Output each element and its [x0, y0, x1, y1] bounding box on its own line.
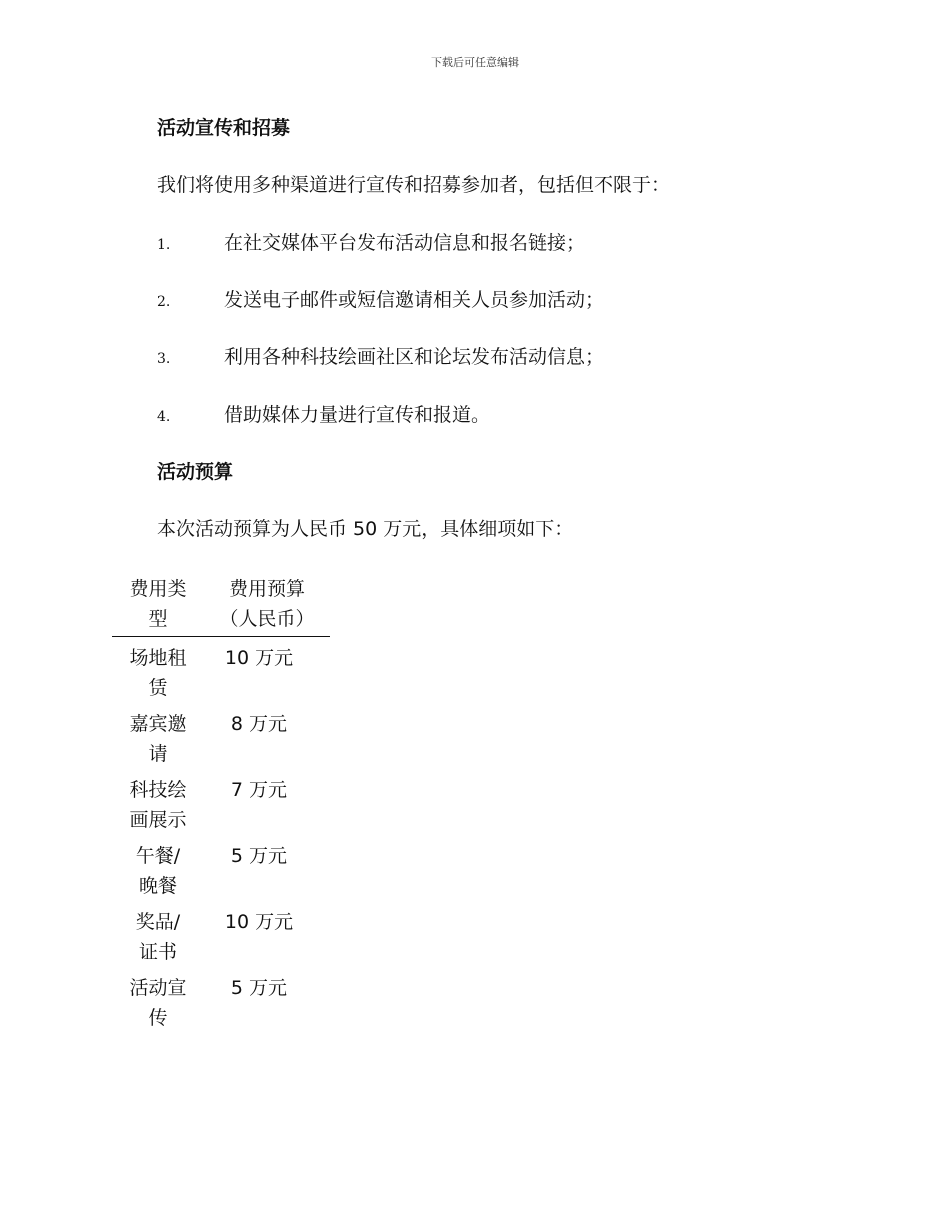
list-item	[157, 343, 797, 371]
table-cell: 奖品/证书	[135, 911, 181, 963]
table-cell: 5 万元	[230, 977, 288, 999]
promotion-intro: 我们将使用多种渠道进行宣传和招募参加者，包括但不限于：	[157, 174, 671, 196]
table-cell: 场地租赁	[129, 647, 187, 699]
list-text: 利用各种科技绘画社区和论坛发布活动信息；	[224, 346, 605, 368]
list-text: 借助媒体力量进行宣传和报道。	[224, 404, 491, 426]
table-row	[112, 841, 330, 901]
list-text: 发送电子邮件或短信邀请相关人员参加活动；	[224, 289, 605, 311]
table-cell: 10 万元	[224, 911, 294, 933]
list-item	[157, 286, 797, 314]
table-header-cell: 费用预算（人民币）	[219, 578, 315, 630]
table-cell: 嘉宾邀请	[129, 713, 187, 765]
section-heading-promotion: 活动宣传和招募	[157, 117, 291, 139]
table-cell: 10 万元	[224, 647, 294, 669]
table-row	[112, 643, 330, 703]
table-cell: 午餐/晚餐	[135, 845, 181, 897]
table-row	[112, 973, 330, 1033]
table-cell: 活动宣传	[129, 977, 187, 1029]
list-number: 1.	[157, 237, 171, 253]
table-header-row	[112, 574, 330, 637]
list-number: 2.	[157, 294, 171, 310]
budget-intro: 本次活动预算为人民币 50 万元，具体细项如下：	[157, 518, 574, 540]
table-row	[112, 907, 330, 967]
table-row	[112, 775, 330, 835]
table-cell: 7 万元	[230, 779, 288, 801]
list-text: 在社交媒体平台发布活动信息和报名链接；	[224, 232, 586, 254]
list-number: 3.	[157, 351, 171, 367]
budget-table	[112, 574, 330, 1039]
table-header-cell: 费用类型	[129, 578, 187, 630]
list-item	[157, 401, 797, 429]
table-cell: 8 万元	[230, 713, 288, 735]
page-header: 下载后可任意编辑	[431, 56, 519, 69]
table-cell: 5 万元	[230, 845, 288, 867]
list-number: 4.	[157, 409, 171, 425]
table-row	[112, 709, 330, 769]
table-cell: 科技绘画展示	[129, 779, 187, 831]
section-heading-budget: 活动预算	[157, 461, 234, 483]
list-item	[157, 229, 797, 257]
